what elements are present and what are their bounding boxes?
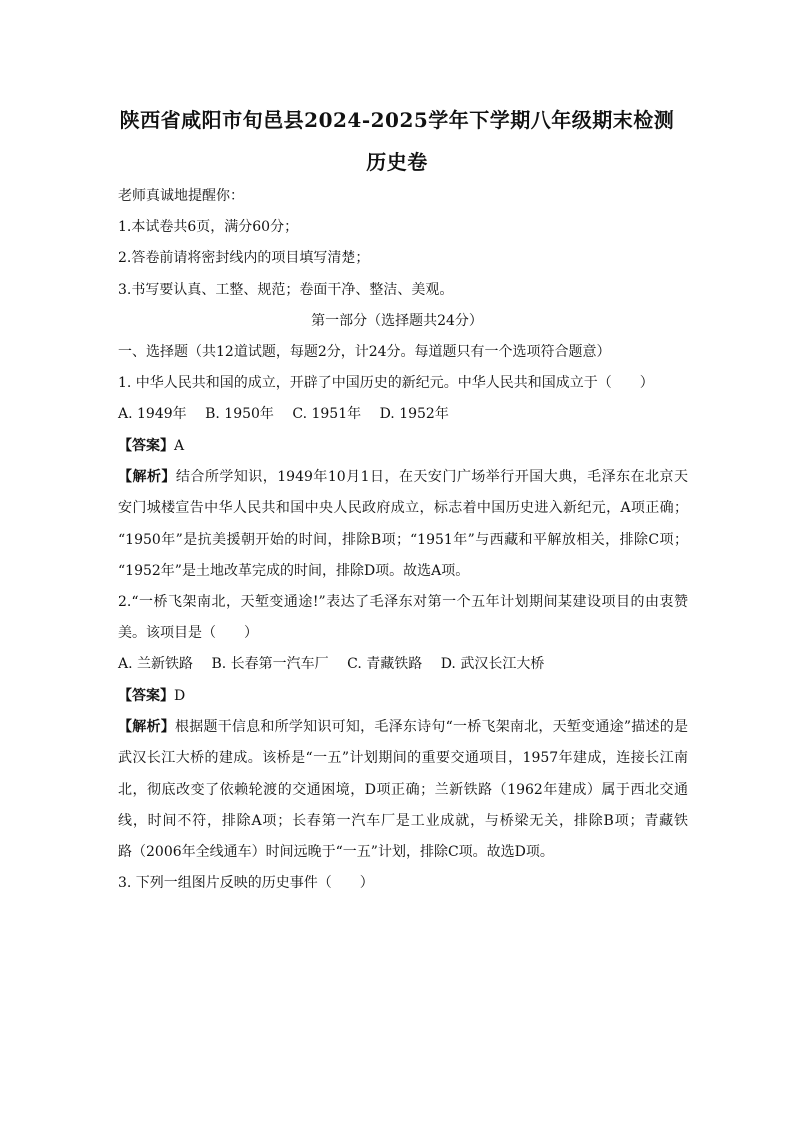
- notice-heading: 老师真诚地提醒你：: [118, 188, 244, 204]
- question-2-answer: [118, 686, 688, 706]
- question-2-analysis-line-2: 武汉长江大桥的建成。该桥是“一五”计划期间的重要交通项目，1957年建成，连接长江南: [118, 750, 688, 766]
- analysis-text: 结合所学知识，1949年10月1日，在天安门广场举行开国大典，毛泽东在北京天: [175, 469, 689, 485]
- question-1-answer: [118, 436, 688, 456]
- question-1-options: [118, 404, 688, 424]
- question-2-stem-line-2: 美。该项目是（ ）: [118, 625, 258, 641]
- question-1-stem: 1. 中华人民共和国的成立，开辟了中国历史的新纪元。中华人民共和国成立于（ ）: [118, 375, 654, 391]
- exam-title: 陕西省咸阳市旬邑县2024-2025学年下学期八年级期末检测: [119, 108, 675, 132]
- question-2-analysis-line-1: [118, 717, 688, 737]
- question-2-stem-line-1: 2.“一桥飞架南北，天堑变通途!”表达了毛泽东对第一个五年计划期间某建设项目的由衷赞: [118, 594, 688, 610]
- notice-item-3: 3.书写要认真、工整、规范；卷面干净、整洁、美观。: [118, 282, 454, 298]
- question-2-options: [118, 654, 688, 674]
- question-1-option-c: C. 1951年: [292, 406, 362, 422]
- question-3-stem: 3. 下列一组图片反映的历史事件（ ）: [118, 875, 374, 891]
- question-2-option-b: B. 长春第一汽车厂: [211, 656, 329, 672]
- part-one-title: 第一部分（选择题共24分）: [311, 313, 483, 329]
- analysis-tag: 【解析】: [118, 469, 176, 485]
- answer-tag: 【答案】: [118, 688, 174, 704]
- analysis-text: 根据题干信息和所学知识可知，毛泽东诗句“一桥飞架南北，天堑变通途”描述的是: [174, 719, 688, 735]
- question-1-option-a: A. 1949年: [118, 406, 187, 422]
- question-1-option-d: D. 1952年: [379, 406, 449, 422]
- answer-value: D: [174, 688, 186, 704]
- question-1-option-b: B. 1950年: [205, 406, 274, 422]
- question-2-option-c: C. 青藏铁路: [347, 656, 423, 672]
- question-2-option-d: D. 武汉长江大桥: [440, 656, 545, 672]
- question-2-option-a: A. 兰新铁路: [118, 656, 194, 672]
- analysis-tag: 【解析】: [118, 719, 175, 735]
- exam-subject-title: 历史卷: [366, 150, 428, 174]
- question-1-analysis-line-3: “1950年”是抗美援朝开始的时间，排除B项；“1951年”与西藏和平解放相关，排除C项；: [118, 532, 688, 548]
- answer-value: A: [174, 438, 185, 454]
- question-1-analysis-line-4: “1952年”是土地改革完成的时间，排除D项。故选A项。: [118, 563, 470, 579]
- section-one-instruction: 一、选择题（共12道试题，每题2分，计24分。每道题只有一个选项符合题意）: [118, 344, 611, 360]
- question-1-analysis-line-2: 安门城楼宣告中华人民共和国中央人民政府成立，标志着中国历史进入新纪元，A项正确；: [118, 500, 688, 516]
- notice-item-1: 1.本试卷共6页，满分60分；: [118, 219, 299, 235]
- question-1-analysis-line-1: [118, 467, 688, 487]
- answer-tag: 【答案】: [118, 438, 174, 454]
- question-2-analysis-line-4: 线，时间不符，排除A项；长春第一汽车厂是工业成就，与桥梁无关，排除B项；青藏铁: [118, 813, 688, 829]
- question-2-analysis-line-3: 北，彻底改变了依赖轮渡的交通困境，D项正确；兰新铁路（1962年建成）属于西北交通: [118, 782, 688, 798]
- notice-item-2: 2.答卷前请将密封线内的项目填写清楚；: [118, 250, 370, 266]
- question-2-analysis-line-5: 路（2006年全线通车）时间远晚于“一五”计划，排除C项。故选D项。: [118, 844, 554, 860]
